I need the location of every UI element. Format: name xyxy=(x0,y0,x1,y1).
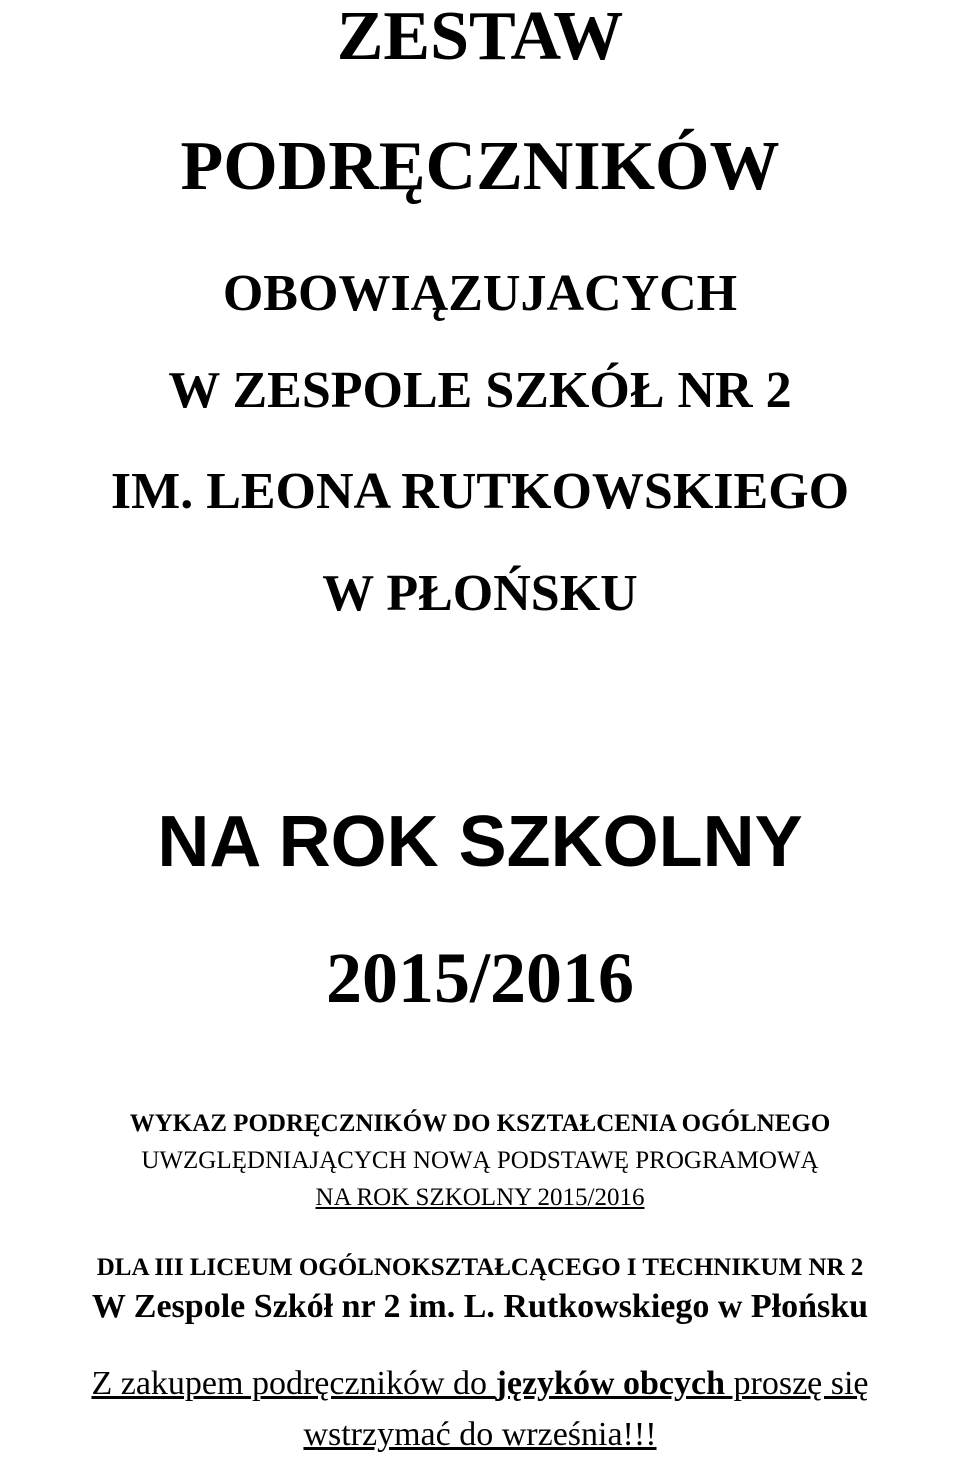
title-zestaw: ZESTAW xyxy=(336,0,624,75)
title-city: W PŁOŃSKU xyxy=(322,565,638,622)
title-podrecznikow: PODRĘCZNIKÓW xyxy=(180,128,780,205)
title-zespol-szkol: W ZESPOLE SZKÓŁ NR 2 xyxy=(168,362,792,419)
school-year-value: 2015/2016 xyxy=(325,938,634,1018)
title-obowiazujacych: OBOWIĄZUJACYCH xyxy=(222,265,738,322)
info-podstawa-programowa: UWZGLĘDNIAJĄCYCH NOWĄ PODSTAWĘ PROGRAMOWĄ xyxy=(141,1147,819,1174)
notice-line-1 xyxy=(0,1367,960,1401)
school-year-label: NA ROK SZKOLNY xyxy=(157,802,803,882)
notice-emphasis: języków obcych xyxy=(495,1365,726,1402)
title-patron: IM. LEONA RUTKOWSKIEGO xyxy=(110,463,850,520)
info-wykaz: WYKAZ PODRĘCZNIKÓW DO KSZTAŁCENIA OGÓLNEGO xyxy=(129,1110,831,1137)
info-school-year: NA ROK SZKOLNY 2015/2016 xyxy=(315,1184,645,1211)
notice-text-start: Z zakupem podręczników do xyxy=(91,1365,496,1402)
notice-line-2: wstrzymać do września!!! xyxy=(303,1416,657,1453)
info-schools: DLA III LICEUM OGÓLNOKSZTAŁCĄCEGO I TECHNIKUM NR 2 xyxy=(96,1254,864,1281)
info-school-name: W Zespole Szkół nr 2 im. L. Rutkowskiego w Płońsku xyxy=(91,1288,869,1325)
notice-text-end: proszę się xyxy=(725,1365,869,1402)
